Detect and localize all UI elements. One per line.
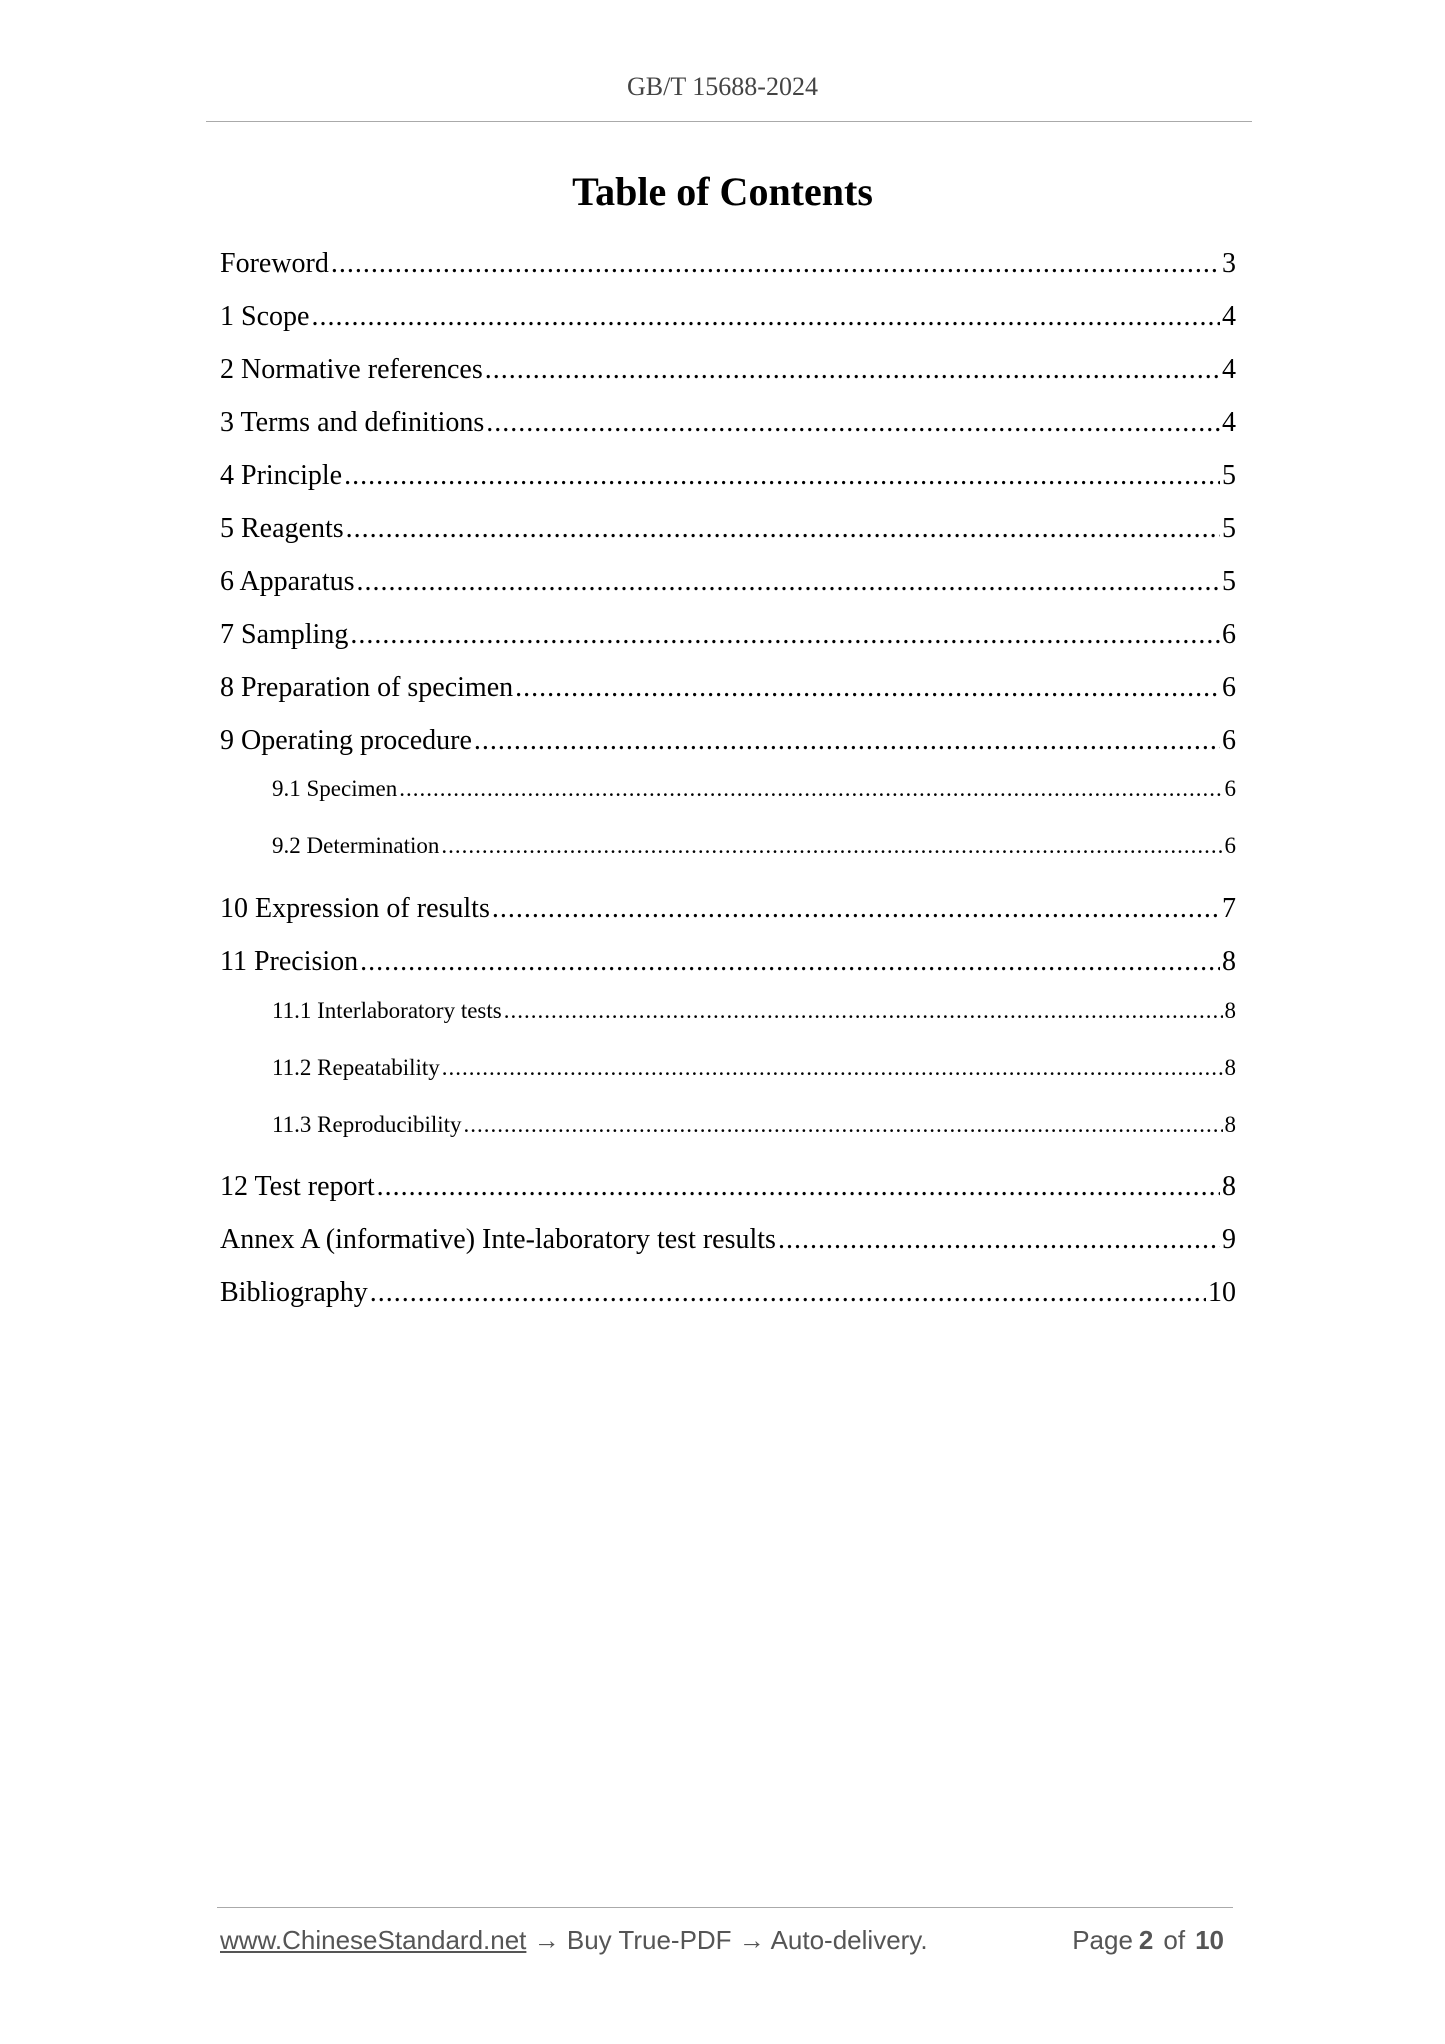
toc-entry-page: 7 (1222, 893, 1236, 924)
toc-entry-title: 1 Scope (220, 301, 310, 332)
toc-entry-page: 3 (1222, 248, 1236, 279)
total-pages: 10 (1195, 1925, 1224, 1955)
toc-leader (515, 672, 1220, 704)
toc-entry-page: 6 (1224, 776, 1236, 801)
toc-leader (350, 619, 1220, 651)
toc-entry[interactable] (220, 725, 1236, 765)
toc-subentry[interactable] (272, 1112, 1236, 1146)
toc-entry[interactable] (220, 619, 1236, 659)
toc-entry-page: 6 (1222, 619, 1236, 650)
toc-leader (486, 407, 1220, 439)
website-link[interactable]: www.ChineseStandard.net (220, 1925, 527, 1955)
toc-entry-title: 11.3 Reproducibility (272, 1112, 462, 1137)
footer-divider (217, 1907, 1233, 1908)
page-number (1072, 1925, 1230, 1956)
toc-entry[interactable] (220, 672, 1236, 712)
toc-leader (346, 513, 1220, 545)
toc-entry-page: 4 (1222, 301, 1236, 332)
toc-leader (778, 1224, 1220, 1256)
toc-entry-title: 5 Reagents (220, 513, 344, 544)
toc-leader (370, 1277, 1206, 1309)
toc-entry-title: 3 Terms and definitions (220, 407, 485, 438)
toc-leader (485, 354, 1220, 386)
page-footer (220, 1925, 1236, 1965)
toc-subentry[interactable] (272, 776, 1236, 810)
toc-entry-title: 2 Normative references (220, 354, 483, 385)
toc-subentry[interactable] (272, 833, 1236, 867)
toc-leader (464, 1112, 1223, 1138)
toc-entry-title: 9.2 Determination (272, 833, 440, 858)
toc-entry-page: 8 (1222, 1171, 1236, 1202)
toc-entry-page: 8 (1224, 998, 1236, 1023)
toc-entry-title: 6 Apparatus (220, 566, 355, 597)
toc-entry[interactable] (220, 1277, 1236, 1317)
footer-tagline: → Buy True-PDF → Auto-delivery. (526, 1925, 928, 1955)
toc-leader (504, 998, 1223, 1024)
toc-entry[interactable] (220, 893, 1236, 933)
toc-entry-page: 8 (1224, 1112, 1236, 1137)
toc-leader (311, 301, 1220, 333)
toc-entry-title: 9 Operating procedure (220, 725, 472, 756)
footer-promo (220, 1925, 928, 1956)
toc-entry[interactable] (220, 946, 1236, 986)
toc-entry-page: 8 (1224, 1055, 1236, 1080)
page-title: Table of Contents (572, 169, 873, 214)
toc-entry[interactable] (220, 354, 1236, 394)
toc-entry-page: 10 (1208, 1277, 1236, 1308)
toc-entry-page: 5 (1222, 460, 1236, 491)
toc-entry-title: 4 Principle (220, 460, 343, 491)
toc-leader (474, 725, 1220, 757)
toc-leader (357, 566, 1220, 598)
toc-entry[interactable] (220, 407, 1236, 447)
toc-entry[interactable] (220, 566, 1236, 606)
toc-entry-title: 11 Precision (220, 946, 359, 977)
toc-leader (331, 248, 1220, 280)
toc-leader (492, 893, 1220, 925)
toc-entry[interactable] (220, 513, 1236, 553)
toc-entry-title: 7 Sampling (220, 619, 349, 650)
toc-entry-title: 10 Expression of results (220, 893, 490, 924)
toc-entry[interactable] (220, 1171, 1236, 1211)
toc-entry-title: 8 Preparation of specimen (220, 672, 514, 703)
toc-leader (344, 460, 1220, 492)
page-label: Page (1072, 1925, 1133, 1955)
toc-entry-page: 6 (1222, 672, 1236, 703)
toc-entry[interactable] (220, 1224, 1236, 1264)
toc-entry-page: 9 (1222, 1224, 1236, 1255)
toc-entry[interactable] (220, 248, 1236, 288)
toc-entry-title: 9.1 Specimen (272, 776, 398, 801)
toc-leader (360, 946, 1220, 978)
running-header: GB/T 15688-2024 (627, 72, 818, 101)
toc-entry-page: 4 (1222, 407, 1236, 438)
toc-entry-title: Foreword (220, 248, 329, 279)
toc-entry-title: 11.1 Interlaboratory tests (272, 998, 502, 1023)
table-of-contents (220, 0, 1236, 1400)
toc-subentry[interactable] (272, 1055, 1236, 1089)
current-page: 2 (1138, 1925, 1154, 1955)
toc-leader (442, 1055, 1223, 1081)
toc-leader (441, 833, 1222, 859)
toc-entry-title: 11.2 Repeatability (272, 1055, 440, 1080)
toc-subentry[interactable] (272, 998, 1236, 1032)
toc-entry-title: Annex A (informative) Inte-laboratory test results (220, 1224, 776, 1255)
toc-entry-page: 8 (1222, 946, 1236, 977)
toc-entry-page: 5 (1222, 513, 1236, 544)
toc-entry-page: 5 (1222, 566, 1236, 597)
toc-entry-page: 6 (1222, 725, 1236, 756)
toc-entry-title: 12 Test report (220, 1171, 375, 1202)
toc-entry[interactable] (220, 460, 1236, 500)
toc-entry-title: Bibliography (220, 1277, 368, 1308)
toc-entry-page: 4 (1222, 354, 1236, 385)
of-label: of (1163, 1925, 1186, 1955)
toc-leader (399, 776, 1222, 802)
toc-leader (377, 1171, 1220, 1203)
toc-entry-page: 6 (1224, 833, 1236, 858)
toc-entry[interactable] (220, 301, 1236, 341)
